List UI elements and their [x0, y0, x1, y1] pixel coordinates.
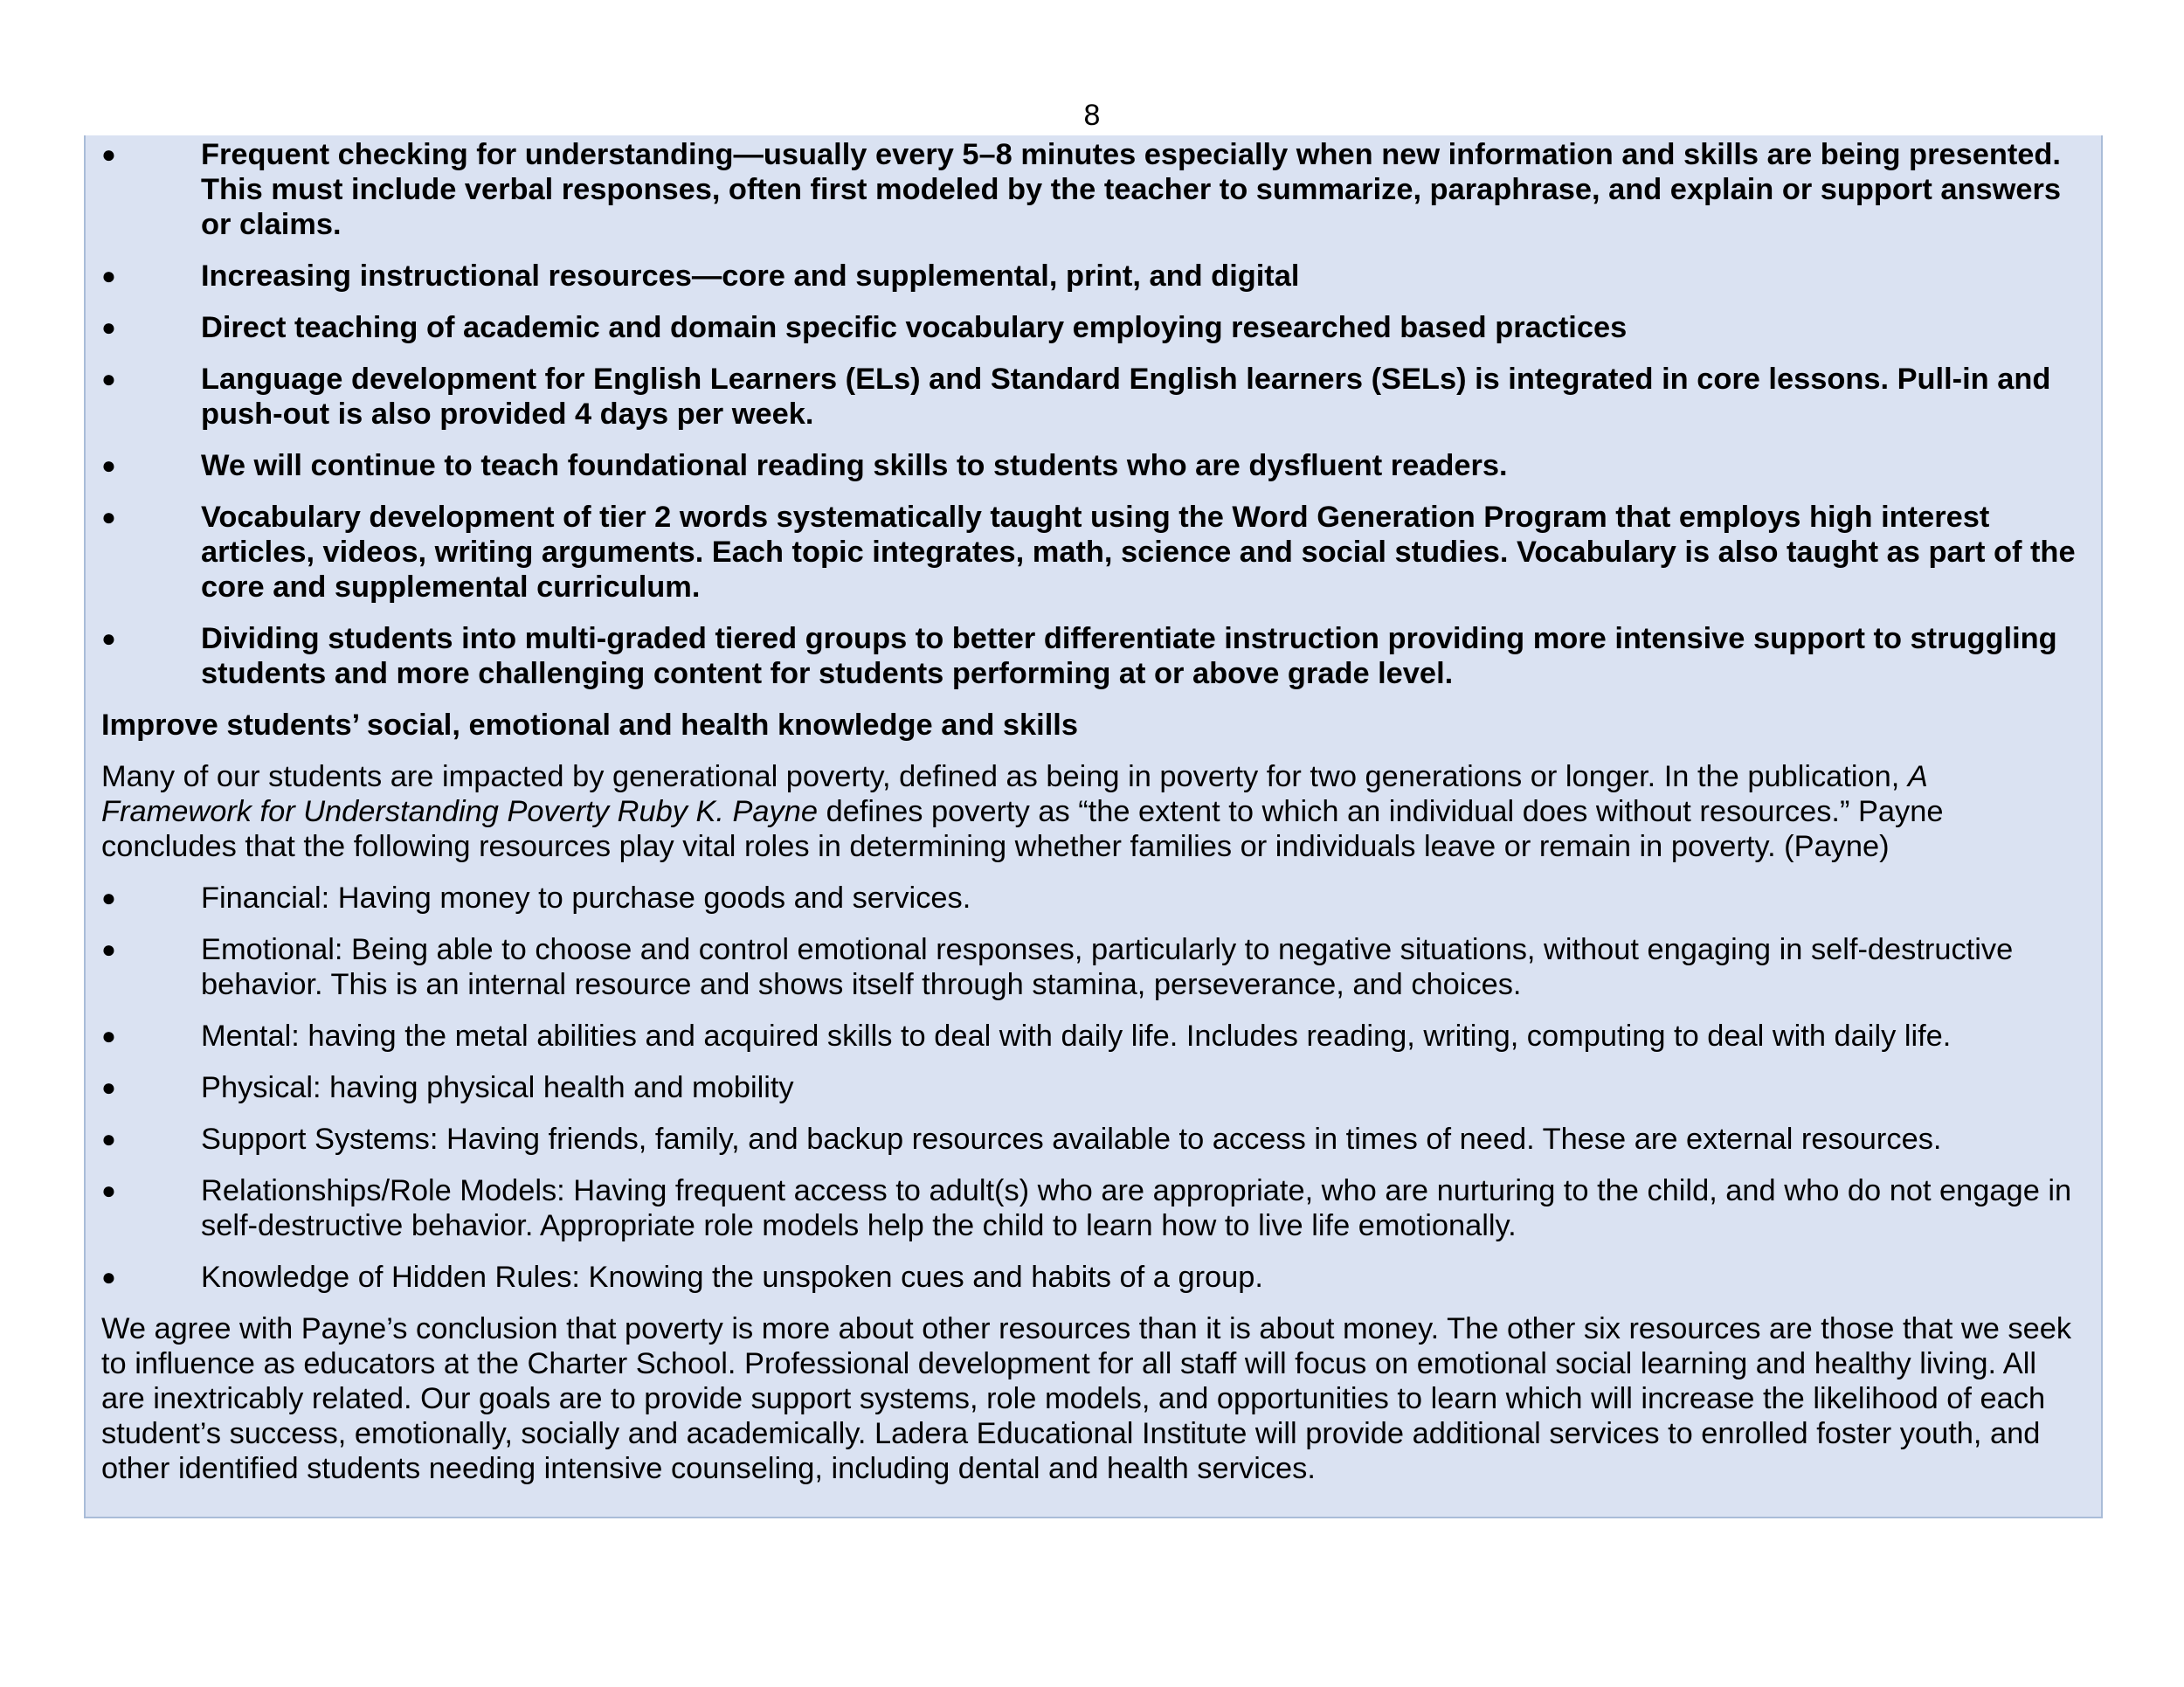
- list-item-text: We will continue to teach foundational reading skills to students who are dysfluent readers.: [201, 449, 1508, 482]
- list-item: [101, 500, 2082, 605]
- list-item-text: Frequent checking for understanding—usually every 5–8 minutes especially when new information and skills are being presented. This must include verbal responses, often first modeled by the teacher to summarize, paraphrase, and explain or support answers or claims.: [201, 138, 2061, 241]
- bullet-icon: ●: [101, 1074, 116, 1101]
- intro-paragraph: [101, 759, 2082, 864]
- bullet-icon: ●: [101, 625, 116, 652]
- bullet-icon: ●: [101, 503, 116, 530]
- list-item: [101, 310, 2082, 345]
- list-item-text: Relationships/Role Models: Having frequent access to adult(s) who are appropriate, who are nurturing to the child, and who do not engage in self-destructive behavior. Appropriate role models help the child to learn how to live life emotionally.: [201, 1174, 2072, 1242]
- list-item: [101, 1173, 2082, 1243]
- bullet-icon: ●: [101, 1263, 116, 1290]
- list-item-text: Vocabulary development of tier 2 words systematically taught using the Word Generation Program that employs high interest articles, videos, writing arguments. Each topic integrates, math, science and social studies. Vocabulary is also taught as part of the core and supplemental curriculum.: [201, 501, 2076, 604]
- content-box: [84, 135, 2103, 1518]
- bullet-icon: ●: [101, 1022, 116, 1049]
- intro-text-part1: Many of our students are impacted by generational poverty, defined as being in poverty for two generations or longer. In the publication,: [101, 760, 1908, 793]
- list-item-text: Language development for English Learners (ELs) and Standard English learners (SELs) is integrated in core lessons. Pull-in and push-out is also provided 4 days per week.: [201, 363, 2051, 431]
- list-item: [101, 259, 2082, 294]
- intro-book-title: A Framework for Understanding Poverty Ruby K. Payne: [101, 760, 1927, 828]
- resource-bullet-list: [101, 881, 2082, 1295]
- page-number: 8: [1083, 99, 1101, 132]
- list-item-text: Mental: having the metal abilities and acquired skills to deal with daily life. Includes reading, writing, computing to deal with daily life.: [201, 1020, 1952, 1053]
- bullet-icon: ●: [101, 884, 116, 911]
- bullet-icon: ●: [101, 1125, 116, 1152]
- bullet-icon: ●: [101, 141, 116, 168]
- list-item: [101, 1019, 2082, 1054]
- list-item: [101, 362, 2082, 432]
- list-item-text: Emotional: Being able to choose and control emotional responses, particularly to negative situations, without engaging in self-destructive behavior. This is an internal resource and shows itself through stamina, perseverance, and choices.: [201, 933, 2014, 1001]
- list-item: [101, 1070, 2082, 1105]
- intro-text-part2: defines poverty as “the extent to which an individual does without resources.” Payne concludes that the following resources play vital roles in determining whether families or individuals leave or remain in poverty. (Payne): [101, 795, 1944, 863]
- list-item: [101, 932, 2082, 1002]
- bold-bullet-list: [101, 137, 2082, 691]
- bullet-icon: ●: [101, 262, 116, 289]
- list-item-text: Increasing instructional resources—core and supplemental, print, and digital: [201, 259, 1300, 293]
- bullet-icon: ●: [101, 365, 116, 392]
- list-item-text: Dividing students into multi-graded tiered groups to better differentiate instruction providing more intensive support to struggling students and more challenging content for students performing at or above grade level.: [201, 622, 2057, 690]
- list-item: [101, 137, 2082, 242]
- list-item: [101, 448, 2082, 483]
- bullet-icon: ●: [101, 452, 116, 479]
- section-heading: Improve students’ social, emotional and health knowledge and skills: [101, 709, 1078, 742]
- conclusion-paragraph: We agree with Payne’s conclusion that poverty is more about other resources than it is about money. The other six resources are those that we seek to influence as educators at the Charter School. Professional development for all staff will focus on emotional social learning and healthy living. All are inextricably related. Our goals are to provide support systems, role models, and opportunities to learn which will increase the likelihood of each student’s success, emotionally, socially and academically. Ladera Educational Institute will provide additional services to enrolled foster youth, and other identified students needing intensive counseling, including dental and health services.: [101, 1312, 2072, 1485]
- bullet-icon: ●: [101, 936, 116, 963]
- list-item-text: Support Systems: Having friends, family, and backup resources available to access in times of need. These are external resources.: [201, 1123, 1942, 1156]
- bullet-icon: ●: [101, 1177, 116, 1204]
- list-item-text: Financial: Having money to purchase goods and services.: [201, 882, 971, 915]
- list-item: [101, 1260, 2082, 1295]
- list-item: [101, 881, 2082, 916]
- bullet-icon: ●: [101, 314, 116, 341]
- list-item: [101, 621, 2082, 691]
- list-item-text: Physical: having physical health and mobility: [201, 1071, 794, 1104]
- list-item: [101, 1122, 2082, 1157]
- list-item-text: Knowledge of Hidden Rules: Knowing the unspoken cues and habits of a group.: [201, 1261, 1263, 1294]
- list-item-text: Direct teaching of academic and domain specific vocabulary employing researched based practices: [201, 311, 1628, 344]
